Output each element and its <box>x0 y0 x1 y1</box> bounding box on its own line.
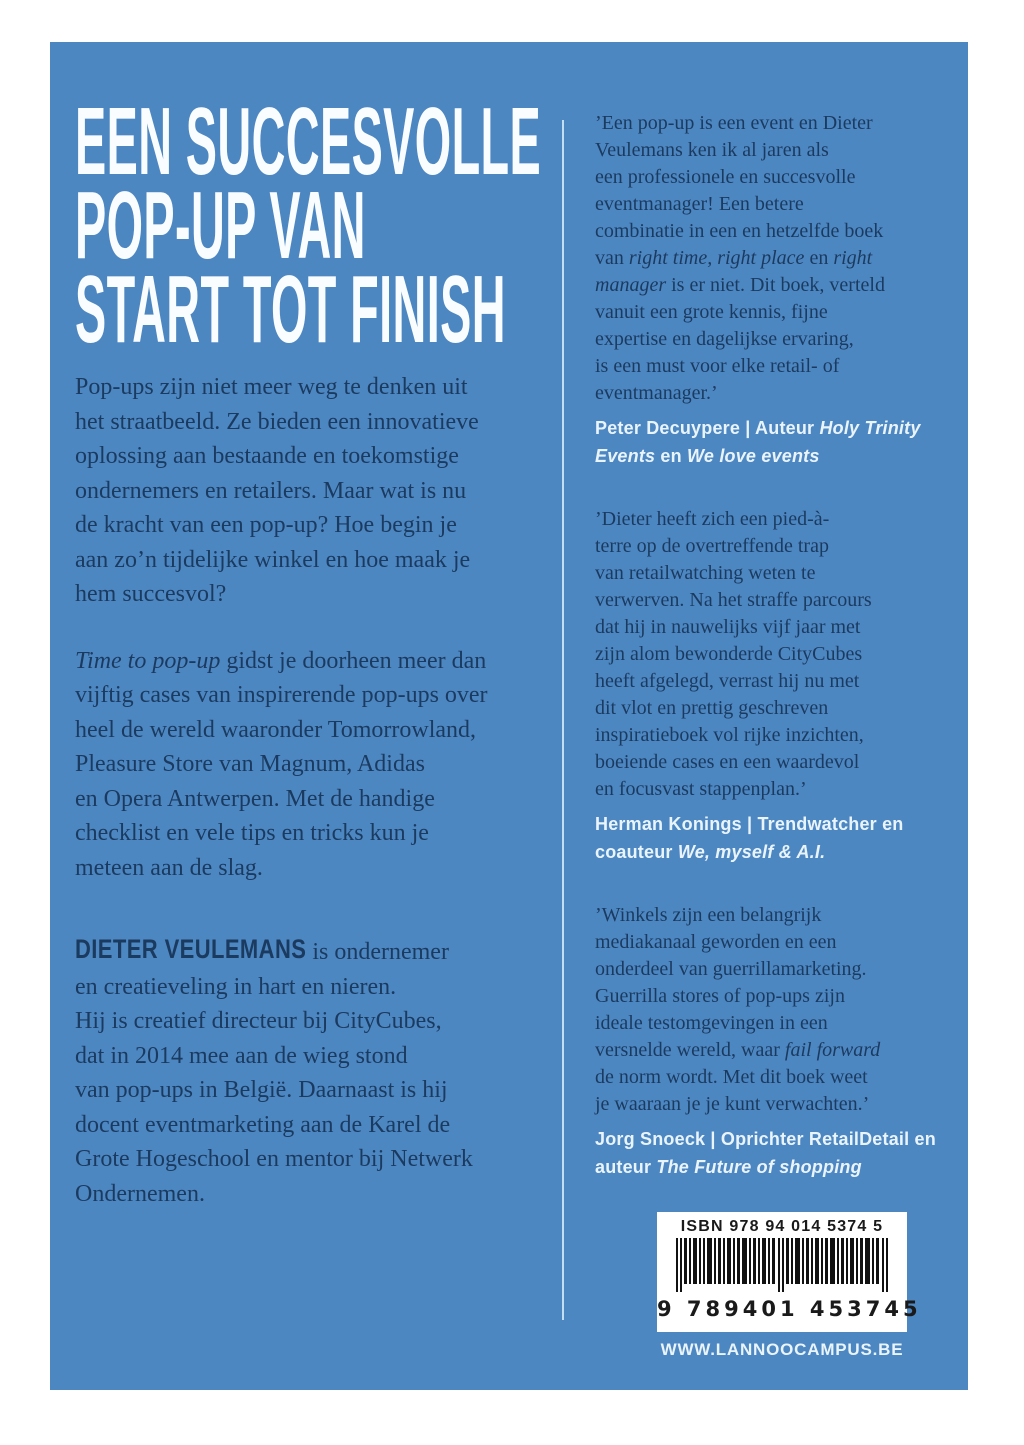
quote-text: ’Een pop-up is een event en Dieter Veulemans ken ik al jaren als een professionele en succesvolle eventmanager! Een betere combinatie in een en hetzelfde boek van right time, right place en right manager is er niet. Dit boek, verteld vanuit een grote kennis, fijne expertise en dagelijkse ervaring, is een must voor elke retail- of eventmanager.’ <box>595 112 885 404</box>
quote-attribution: Herman Konings | Trendwatcher en coauteur We, myself & A.I. <box>595 814 904 862</box>
quote-attribution: Peter Decuypere | Auteur Holy Trinity Events en We love events <box>595 418 921 466</box>
endorsement-quote-3 <box>595 902 963 1181</box>
book-title <box>75 87 557 363</box>
title-line-3: START TOT FINISH <box>75 255 506 363</box>
left-column <box>75 87 557 1211</box>
description-paragraph: Time to pop-up gidst je doorheen meer dan vijftig cases van inspirerende pop-ups over heel de wereld waaronder Tomorrowland, Pleasure Store van Magnum, Adidas en Opera Antwerpen. Met de handige checklist en vele tips en tricks kun je meteen aan de slag. <box>75 647 488 881</box>
author-bio-paragraph: DIETER VEULEMANS is ondernemer en creatieveling in hart en nieren. Hij is creatief directeur bij CityCubes, dat in 2014 mee aan de wieg stond van pop-ups in België. Daarnaast is hij docent eventmarketing aan de Karel de Grote Hogeschool en mentor bij Netwerk Ondernemen. <box>75 933 473 1207</box>
right-column <box>595 110 963 1181</box>
title-line-2: POP-UP VAN <box>75 171 366 279</box>
quote-attribution: Jorg Snoeck | Oprichter RetailDetail en auteur The Future of shopping <box>595 1129 936 1177</box>
isbn-barcode-panel <box>657 1212 922 1332</box>
isbn-label: ISBN 978 94 014 5374 5 <box>680 1218 884 1235</box>
column-divider-line <box>562 120 564 1320</box>
intro-paragraph: Pop-ups zijn niet meer weg te denken uit het straatbeeld. Ze bieden een innovatieve oplossing aan bestaande en toekomstige ondernemers en retailers. Maar wat is nu de kracht van een pop-up? Hoe begin je aan zo’n tijdelijke winkel en hoe maak je hem succesvol? <box>75 374 479 607</box>
endorsement-quote-2 <box>595 506 963 866</box>
endorsement-quote-1 <box>595 110 963 470</box>
barcode-image <box>676 1238 888 1296</box>
barcode-number: 9 789401 453745 <box>657 1297 922 1321</box>
title-line-1: EEN SUCCESVOLLE <box>75 87 542 195</box>
quote-text: ’Dieter heeft zich een pied-à- terre op de overtreffende trap van retailwatching weten te verwerven. Na het straffe parcours dat hij in nauwelijks vijf jaar met zijn alom bewonderde CityCubes heeft afgelegd, verrast hij nu met dit vlot en prettig geschreven inspiratieboek vol rijke inzichten, boeiende cases en een waardevol en focusvast stappenplan.’ <box>595 508 872 800</box>
quote-text: ’Winkels zijn een belangrijk mediakanaal geworden en een onderdeel van guerrillamarketing. Guerrilla stores of pop-ups zijn ideale testomgevingen in een versnelde wereld, waar fail forward de norm wordt. Met dit boek weet je waaraan je je kunt verwachten.’ <box>595 904 881 1115</box>
publisher-website-url: WWW.LANNOOCAMPUS.BE <box>660 1340 904 1359</box>
book-cover <box>50 42 968 1390</box>
